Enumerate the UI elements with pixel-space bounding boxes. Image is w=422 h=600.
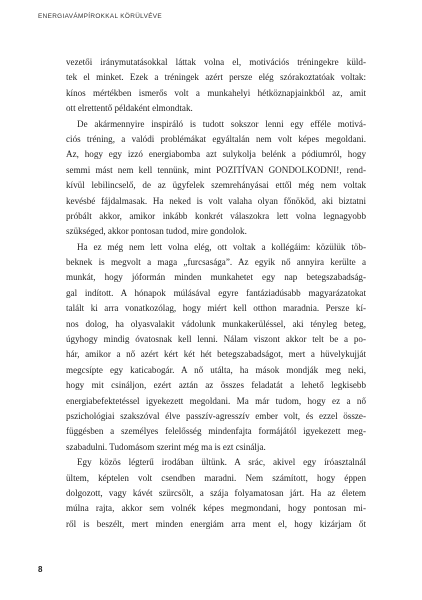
text-line: kívül lebilincselő, de az ügyfelek szemrehányásai ettől még nem voltak <box>66 180 366 191</box>
text-line: tek el minket. Ezek a tréningek azért persze elég szórakoztatóak voltak: <box>66 72 366 83</box>
text-line: szabadulni. Tudomásom szerint még ma is ezt csinálja. <box>66 441 266 452</box>
text-line: Egy közös légterű irodában ültünk. A srác, akivel egy íróasztalnál <box>77 457 366 468</box>
text-line: kínos mértékben ismerős volt a munkahelyi hétköznapjainkból az, amit <box>66 87 366 98</box>
running-head: ENERGIAVÁMPÍROKKAL KÖRÜLVÉVE <box>38 13 163 20</box>
text-line: Az, hogy egy izzó energiabomba azt sulykolja belénk a pódiumról, hogy <box>66 149 366 160</box>
text-line: De akármennyire inspiráló is tudott sokszor lenni egy efféle motivá- <box>77 118 366 129</box>
text-line: múlna rajta, akkor sem volnék képes megmondani, hogy pontosan mi- <box>66 503 366 514</box>
text-line: ültem, képtelen volt csendben maradni. Nem számított, hogy éppen <box>66 472 366 483</box>
text-line: pszichológiai szakszóval élve passzív-agresszív ember volt, és ezzel össze- <box>66 410 366 421</box>
body-text <box>66 55 366 532</box>
text-line: nos dolog, ha olyasvalakit vádolunk munkakerüléssel, aki tényleg beteg, <box>66 318 366 329</box>
text-line: energiabefektetéssel igyekezett megoldani. Ma már tudom, hogy ez a nő <box>66 395 366 406</box>
text-line: vezetői iránymutatásokkal láttak volna el, motivációs tréningekre küld- <box>66 57 366 67</box>
text-line: úgyhogy mindig óvatosnak kell lenni. Nálam viszont akkor telt be a po- <box>66 334 366 345</box>
text-line: ott elrettentő példaként elmondtak. <box>66 103 193 114</box>
text-line: munkát, hogy jóformán minden munkahetet egy nap betegszabadság- <box>66 272 366 283</box>
text-line: függésben a személyes felelősség mindenfajta formájától igyekezett meg- <box>66 426 366 437</box>
text-line: talált ki arra vonatkozólag, hogy miért kell otthon maradnia. Persze kí- <box>66 303 366 314</box>
text-line: Ha ez még nem lett volna elég, ott voltak a kollégáim: közülük töb- <box>77 241 366 252</box>
text-line: beknek is megvolt a maga „furcsasága”. Az egyik nő annyira kerülte a <box>66 257 366 268</box>
text-line: hár, amikor a nő azért kért két hét betegszabadságot, mert a hüvelykujját <box>66 349 366 360</box>
text-line: kevésbé fájdalmasak. Ha neked is volt valaha olyan főnököd, aki biztatni <box>66 195 366 206</box>
page-number: 8 <box>38 565 43 574</box>
text-line: megcsípte egy katicabogár. A nő utálta, ha mások mondják meg neki, <box>66 364 366 375</box>
text-line: gal indított. A hónapok múlásával egyre fantáziadúsabb magyarázatokat <box>66 287 366 298</box>
text-line: hogy mit csináljon, ezért aztán az összes feladatát a lehető legkisebb <box>66 380 366 391</box>
text-line: szükséged, akkor pontosan tudod, mire gondolok. <box>66 226 247 237</box>
text-line: próbált akkor, amikor inkább konkrét válaszokra lett volna legnagyobb <box>66 210 366 221</box>
text-line: ciós tréning, a valódi problémákat egyáltalán nem volt képes megoldani. <box>66 133 366 144</box>
text-line: ről is beszélt, mert minden energiám arra ment el, hogy kizárjam őt <box>66 518 366 529</box>
text-line: dolgozott, vagy kávét szürcsölt, a szája folyamatosan járt. Ha az életem <box>66 487 366 498</box>
text-line: semmi mást nem kell tennünk, mint POZITÍVAN GONDOLKODNI!, rend- <box>66 164 366 175</box>
